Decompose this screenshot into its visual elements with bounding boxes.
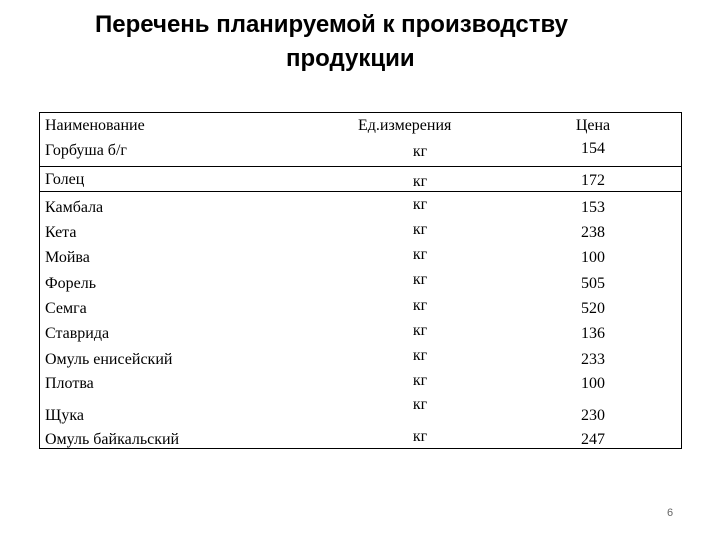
- row-price: 100: [581, 375, 605, 392]
- row-price: 233: [581, 351, 605, 368]
- page-title-line1: Перечень планируемой к производству: [95, 11, 568, 38]
- row-name: Ставрида: [45, 325, 110, 342]
- row-unit: кг: [412, 221, 428, 238]
- row-name: Форель: [45, 275, 97, 292]
- row-unit: кг: [412, 428, 428, 445]
- row-name: Омуль байкальский: [45, 431, 180, 448]
- row-unit: кг: [412, 173, 428, 190]
- header-price: Цена: [575, 117, 611, 134]
- page-number: 6: [667, 507, 674, 519]
- row-price: 154: [581, 140, 605, 157]
- row-name: Омуль енисейский: [45, 351, 173, 368]
- row-unit: кг: [412, 322, 428, 339]
- row-name: Камбала: [45, 199, 104, 216]
- row-unit: кг: [412, 396, 428, 413]
- row-price: 100: [581, 249, 605, 266]
- header-name: Наименование: [45, 117, 145, 134]
- page-title-line2: продукции: [286, 45, 415, 72]
- table-divider: [40, 166, 681, 167]
- row-price: 230: [581, 407, 605, 424]
- row-unit: кг: [412, 271, 428, 288]
- row-name: Голец: [45, 171, 85, 188]
- row-price: 172: [581, 172, 605, 189]
- row-name: Кета: [45, 224, 77, 241]
- row-name: Плотва: [45, 375, 94, 392]
- row-unit: кг: [412, 372, 428, 389]
- row-name: Щука: [45, 407, 84, 424]
- row-price: 505: [581, 275, 605, 292]
- row-price: 153: [581, 199, 605, 216]
- row-unit: кг: [412, 143, 428, 160]
- row-price: 520: [581, 300, 605, 317]
- row-price: 238: [581, 224, 605, 241]
- row-name: Семга: [45, 300, 87, 317]
- product-table: [39, 112, 682, 449]
- table-divider: [40, 191, 681, 192]
- row-price: 136: [581, 325, 605, 342]
- row-unit: кг: [412, 196, 428, 213]
- row-unit: кг: [412, 347, 428, 364]
- row-unit: кг: [412, 297, 428, 314]
- header-unit: Ед.измерения: [358, 117, 452, 134]
- row-name: Мойва: [45, 249, 90, 266]
- row-unit: кг: [412, 246, 428, 263]
- row-price: 247: [581, 431, 605, 448]
- row-name: Горбуша б/г: [45, 142, 127, 159]
